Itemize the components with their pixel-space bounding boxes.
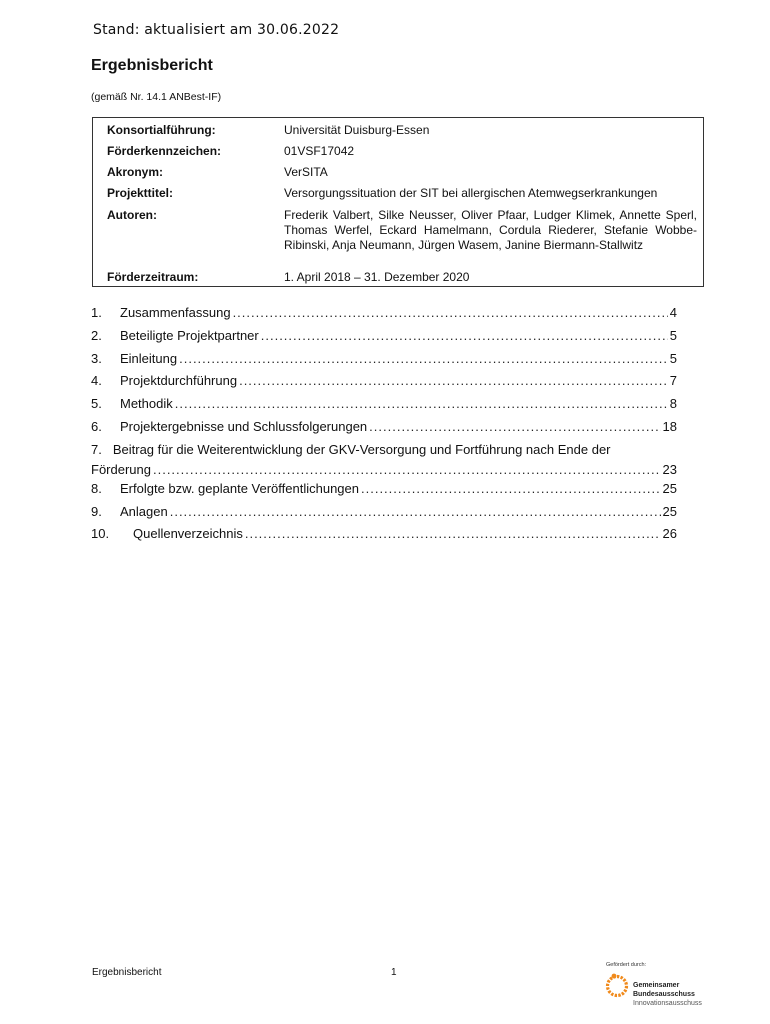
toc-leader-dots <box>239 373 668 388</box>
toc-entry[interactable] <box>91 526 677 544</box>
meta-label: Förderkennzeichen: <box>107 144 222 158</box>
document-title: Ergebnisbericht <box>91 57 213 74</box>
toc-label-continued: Förderung <box>91 462 151 477</box>
toc-leader-dots <box>175 396 668 411</box>
toc-number: 9. <box>91 504 102 519</box>
toc-label: Projektdurchführung <box>120 373 238 388</box>
meta-label: Förderzeitraum: <box>107 270 199 284</box>
toc-number: 4. <box>91 373 102 388</box>
toc-page: 18 <box>662 419 677 434</box>
toc-label: Zusammenfassung <box>120 305 231 320</box>
toc-label: Quellenverzeichnis <box>133 526 243 541</box>
toc-page: 5 <box>669 351 677 366</box>
toc-number: 3. <box>91 351 102 366</box>
toc-leader-dots <box>170 504 661 519</box>
toc-number: 8. <box>91 481 102 496</box>
toc-number: 5. <box>91 396 102 411</box>
toc-number: 1. <box>91 305 102 320</box>
toc-label: Methodik <box>120 396 173 411</box>
meta-value: Universität Duisburg-Essen <box>284 123 430 137</box>
toc-number: 2. <box>91 328 102 343</box>
toc-page: 25 <box>662 481 677 496</box>
toc-entry[interactable] <box>91 351 677 369</box>
meta-value: Versorgungssituation der SIT bei allergischen Atemwegserkrankungen <box>284 186 658 200</box>
gba-logo-icon <box>604 972 630 998</box>
meta-label: Projekttitel: <box>107 186 174 200</box>
meta-value: Frederik Valbert, Silke Neusser, Oliver Pfaar, Ludger Klimek, Annette Sperl, Thomas Werfel, Eckard Hamelmann, Cordula Riederer, Stefanie Wobbe-Ribinski, Anja Neumann, Jürgen Wasem, Janine Biermann-Stallwitz <box>284 208 697 252</box>
toc-label: Beitrag für die Weiterentwicklung der GKV-Versorgung und Fortführung nach Ende der <box>112 442 611 457</box>
meta-value: VerSITA <box>284 165 328 179</box>
project-info-box <box>92 117 704 287</box>
meta-label: Akronym: <box>107 165 164 179</box>
toc-page: 26 <box>662 526 677 541</box>
toc-number: 6. <box>91 419 102 434</box>
toc-leader-dots <box>261 328 668 343</box>
toc-number: 10. <box>91 526 110 541</box>
toc-leader-dots <box>369 419 660 434</box>
toc-entry[interactable] <box>91 419 677 437</box>
toc-leader-dots <box>361 481 661 496</box>
toc-entry[interactable] <box>91 328 677 346</box>
status-date: Stand: aktualisiert am 30.06.2022 <box>93 22 340 38</box>
toc-entry[interactable] <box>91 396 677 414</box>
toc-page: 8 <box>669 396 677 411</box>
gba-logo <box>604 962 714 1012</box>
toc-number: 7. <box>91 442 102 457</box>
logo-line-3: Innovationsausschuss <box>633 1000 702 1007</box>
toc-entry[interactable] <box>91 481 677 499</box>
toc-label: Projektergebnisse und Schlussfolgerungen <box>120 419 368 434</box>
toc-leader-dots <box>153 462 661 477</box>
toc-page: 7 <box>669 373 677 388</box>
footer-page-number: 1 <box>391 967 397 978</box>
toc-page: 4 <box>669 305 677 320</box>
toc-leader-dots <box>245 526 661 541</box>
logo-funded-by: Gefördert durch: <box>606 962 647 968</box>
toc-page: 23 <box>662 462 677 477</box>
meta-value: 01VSF17042 <box>284 144 355 158</box>
toc-label: Anlagen <box>120 504 168 519</box>
toc-label: Erfolgte bzw. geplante Veröffentlichungen <box>120 481 359 496</box>
toc-leader-dots <box>179 351 668 366</box>
meta-label: Konsortialführung: <box>107 123 216 137</box>
logo-line-1: Gemeinsamer <box>633 982 680 989</box>
toc-entry[interactable] <box>91 504 677 522</box>
toc-page: 25 <box>662 504 677 519</box>
toc-label: Einleitung <box>120 351 178 366</box>
meta-label: Autoren: <box>107 208 157 222</box>
footer-title: Ergebnisbericht <box>92 967 162 978</box>
logo-line-2: Bundesausschuss <box>633 991 695 998</box>
toc-page: 5 <box>669 328 677 343</box>
meta-value: 1. April 2018 – 31. Dezember 2020 <box>284 270 470 284</box>
toc-label: Beteiligte Projektpartner <box>120 328 259 343</box>
document-subtitle: (gemäß Nr. 14.1 ANBest-IF) <box>91 91 222 103</box>
toc-leader-dots <box>233 305 668 320</box>
toc-entry[interactable] <box>91 373 677 391</box>
toc-entry[interactable] <box>91 305 677 323</box>
